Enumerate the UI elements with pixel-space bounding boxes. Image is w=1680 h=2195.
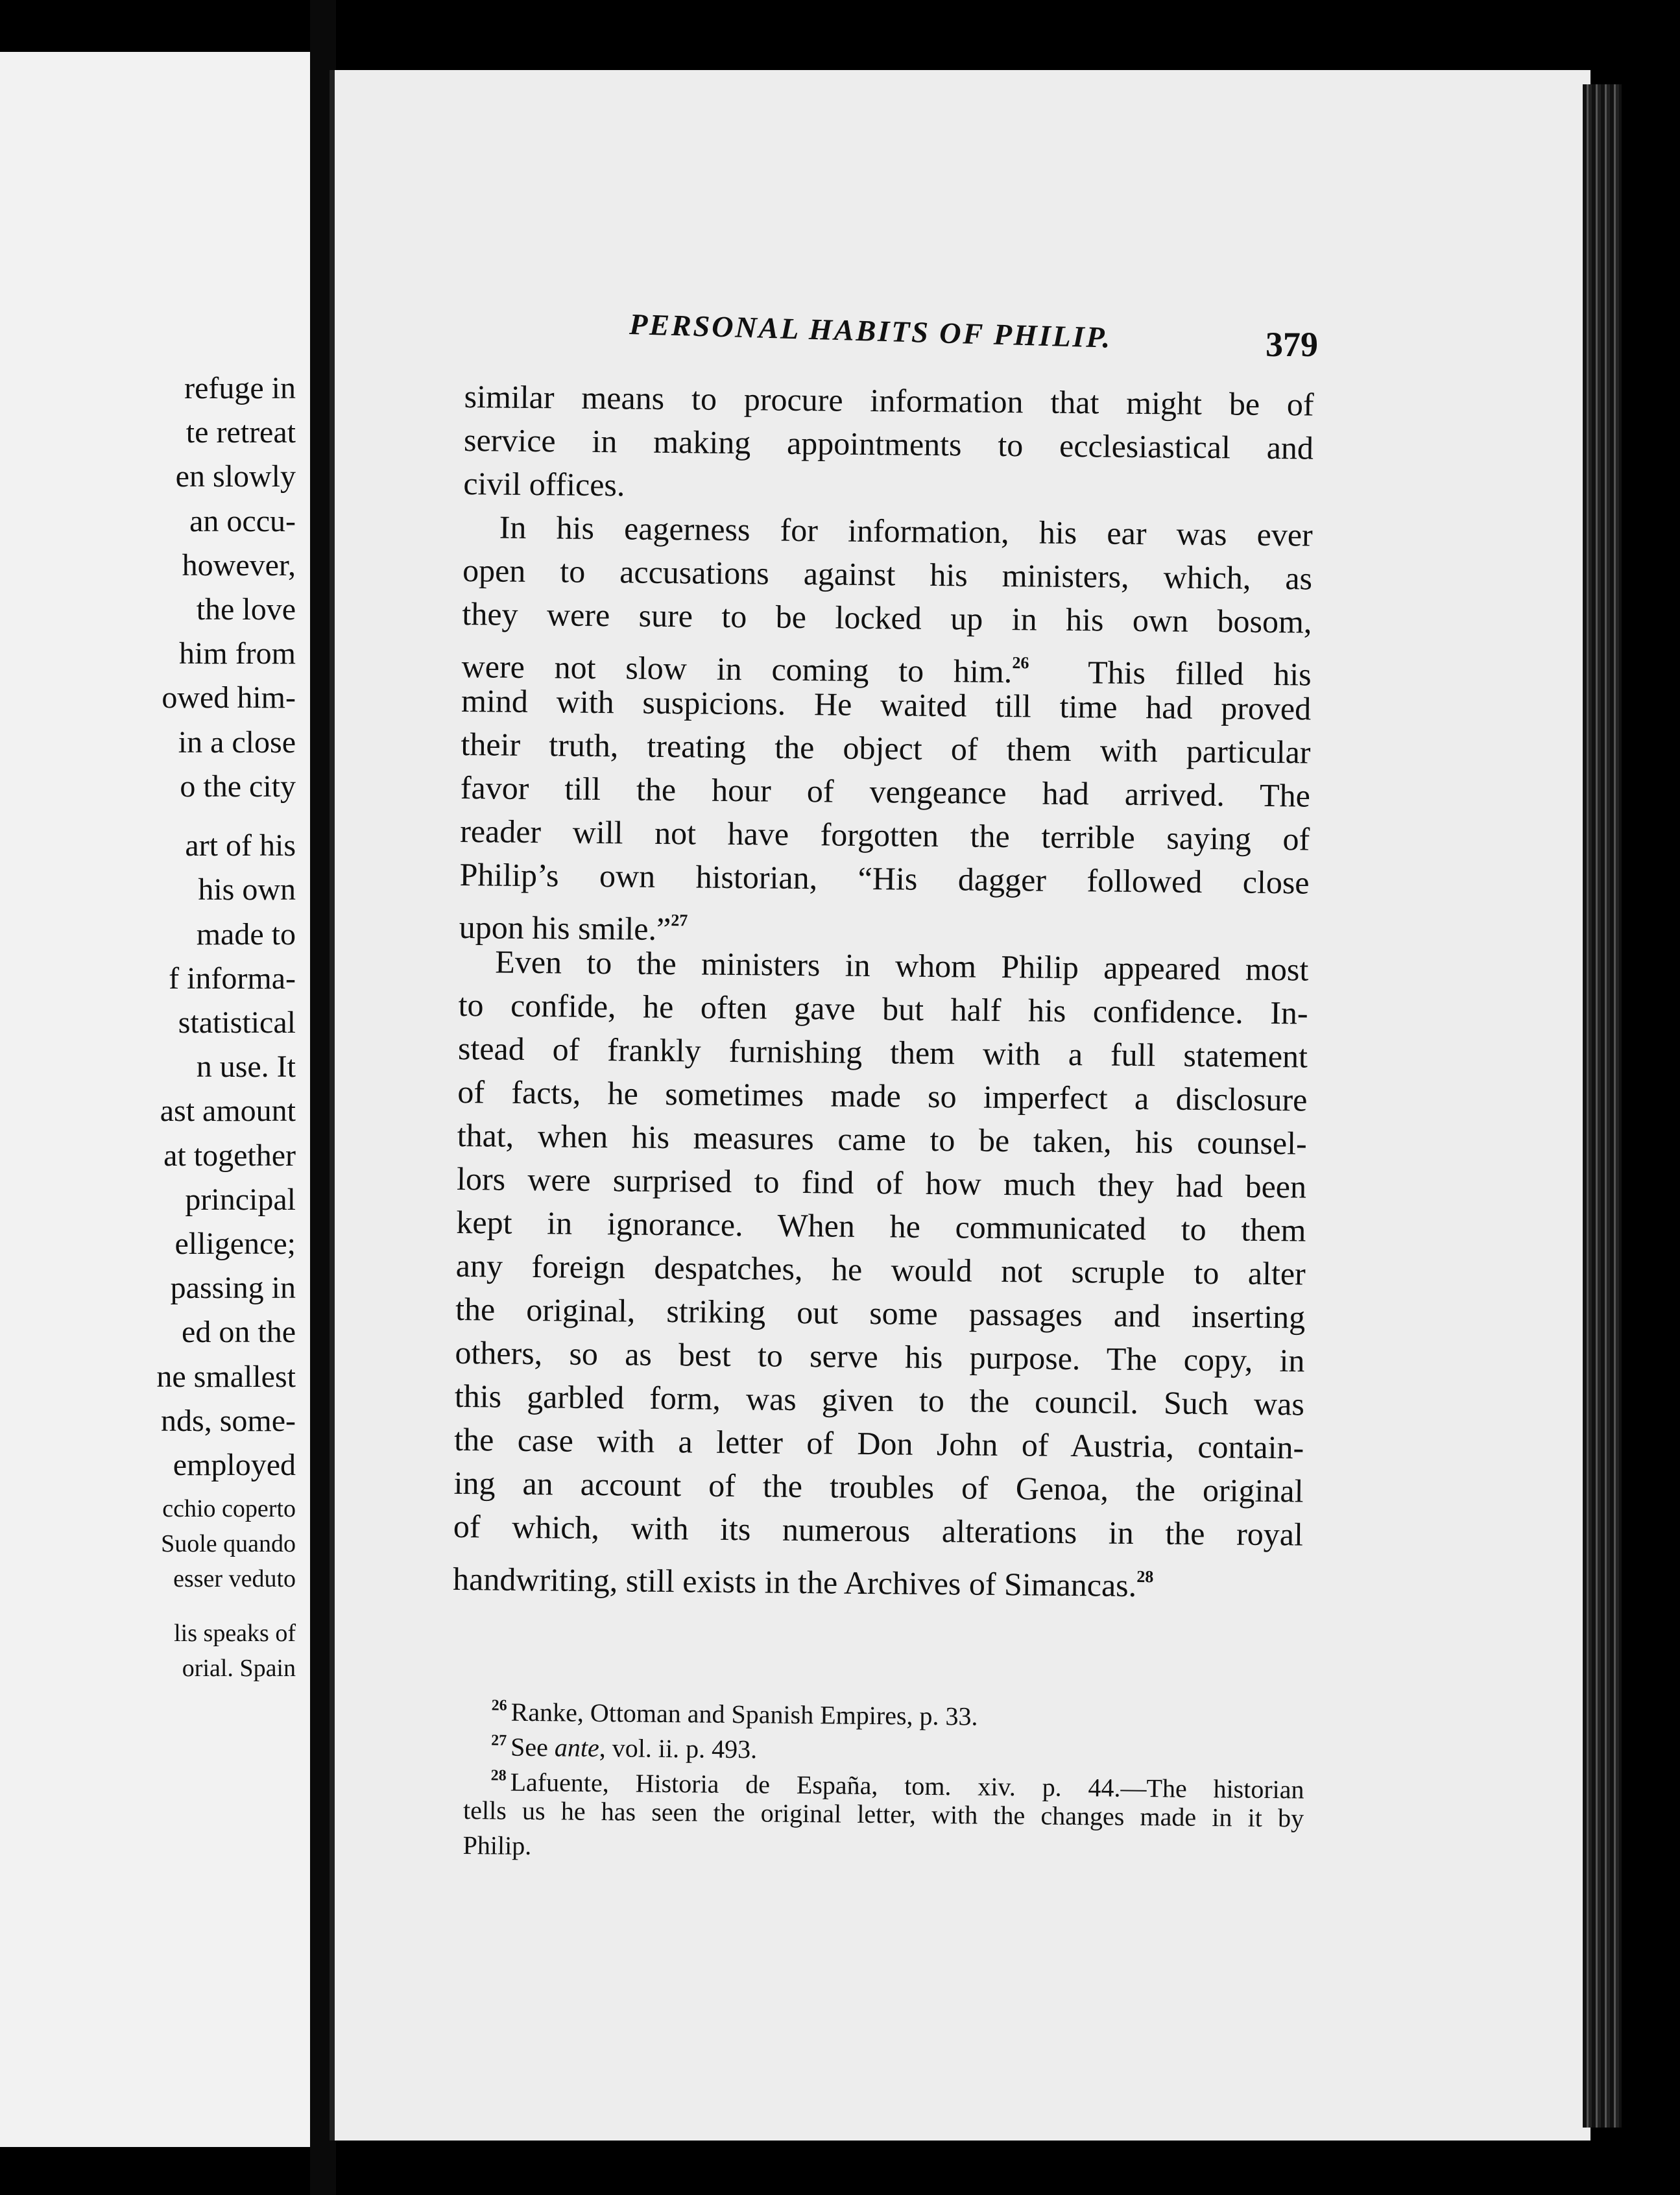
body-line (461, 679, 1312, 731)
facing-page-line: passing in (170, 1271, 296, 1306)
body-line-text: similar means to procure information that might be of (464, 378, 1314, 423)
body-line-text: civil offices. (463, 464, 625, 503)
body-line-text: mind with suspicions. He waited till time had proved (461, 682, 1312, 727)
facing-page-line: ed on the (182, 1315, 296, 1350)
facing-page-line: employed (173, 1448, 296, 1482)
body-line-text: of which, with its numerous alterations in the royal (453, 1507, 1304, 1553)
facing-page-line: an occu- (189, 503, 296, 538)
facing-page-fragment (0, 52, 317, 2147)
footnote-reference: 28 (1136, 1567, 1154, 1587)
body-text (452, 375, 1314, 1604)
facing-page-note-line: esser veduto (173, 1565, 296, 1592)
body-line (464, 375, 1314, 427)
body-line-text: handwriting, still exists in the Archives of Simancas. (452, 1560, 1137, 1604)
footnote-text: tells us he has seen the original letter, with the changes made in it by (462, 1795, 1304, 1833)
facing-page-line: nds, some- (161, 1403, 296, 1438)
facing-page-line: ne smallest (156, 1359, 296, 1394)
body-line (457, 1070, 1308, 1122)
footnote-text: Ranke, Ottoman and Spanish Empires, p. 33. (510, 1697, 978, 1731)
body-line-text: stead of frankly furnishing them with a full statement (457, 1029, 1308, 1075)
body-line-text: to confide, he often gave but half his confidence. In- (458, 986, 1308, 1031)
page-edges (1583, 84, 1622, 2128)
body-line (453, 1505, 1304, 1557)
body-line (461, 766, 1311, 818)
body-line-text: This filled his (1029, 653, 1312, 693)
body-line (456, 1201, 1306, 1253)
body-line-text: kept in ignorance. When he communicated to them (456, 1203, 1306, 1249)
body-line (455, 1244, 1306, 1296)
body-line-text: Philip’s own historian, “His dagger followed close (459, 856, 1310, 901)
footnote-reference: 27 (671, 911, 688, 930)
body-line-text: this garbled form, was given to the council. Such was (454, 1377, 1305, 1422)
body-line (455, 1288, 1306, 1339)
body-line-text: the case with a letter of Don John of Austria, contain- (453, 1421, 1304, 1466)
body-line (460, 810, 1310, 861)
body-line-text: of facts, he sometimes made so imperfect a disclosure (457, 1073, 1308, 1118)
running-head: PERSONAL HABITS OF PHILIP. (629, 307, 1112, 354)
facing-page-note-line: orial. Spain (182, 1655, 296, 1682)
facing-page-note-line: cchio coperto (162, 1495, 296, 1522)
body-line (464, 418, 1314, 470)
facing-page-line: statistical (178, 1005, 296, 1040)
body-line-text: In his eagerness for information, his ear was ever (499, 509, 1313, 553)
body-line (458, 983, 1308, 1035)
facing-page-line: made to (196, 917, 296, 952)
facing-page-line: refuge in (184, 371, 296, 405)
facing-page-line: o the city (180, 769, 296, 804)
body-line (461, 723, 1311, 774)
facing-page-note-line: lis speaks of (174, 1620, 296, 1647)
footnote-mark: 28 (490, 1767, 507, 1784)
body-line-text: favor till the hour of vengeance had arrived. The (460, 769, 1311, 814)
footnote-text: Philip. (462, 1830, 532, 1861)
footnote-text: Lafuente, Historia de España, tom. xiv. p. 44.—The historian (510, 1767, 1304, 1805)
facing-page-line: owed him- (162, 680, 296, 715)
facing-page-line: n use. It (196, 1050, 296, 1085)
body-line (455, 1331, 1305, 1383)
body-line (462, 549, 1313, 601)
body-line-text: service in making appointments to ecclesiastical and (463, 421, 1314, 466)
facing-page-line: him from (179, 636, 296, 671)
footnotes (462, 1688, 1305, 1871)
facing-page-line: ast amount (160, 1094, 296, 1129)
facing-page-line: his own (198, 872, 296, 907)
body-line (459, 940, 1309, 992)
body-line (458, 1027, 1308, 1079)
footnote-mark: 26 (491, 1697, 507, 1714)
body-line-text: others, so as best to serve his purpose. The copy, in (455, 1334, 1305, 1379)
facing-page-line: principal (185, 1182, 296, 1217)
page-number: 379 (1266, 325, 1318, 364)
body-line (462, 592, 1312, 644)
facing-page-line: the love (196, 592, 296, 627)
facing-page-line: however, (182, 547, 296, 582)
body-line-text: any foreign despatches, he would not scruple to alter (455, 1247, 1306, 1292)
body-line (463, 462, 1314, 514)
facing-page-note-line: Suole quando (161, 1530, 296, 1557)
body-line-text: Even to the ministers in whom Philip appeared most (495, 943, 1309, 988)
body-line (453, 1461, 1304, 1513)
facing-page-line: at together (163, 1138, 296, 1173)
body-line-text: lors were surprised to find of how much they had been (456, 1160, 1307, 1205)
body-line (459, 853, 1310, 905)
body-line (457, 1114, 1307, 1166)
body-line (454, 1418, 1304, 1470)
body-line (457, 1157, 1307, 1209)
body-line-text: ing an account of the troubles of Genoa, the original (453, 1464, 1304, 1509)
body-line-text: that, when his measures came to be taken, his counsel- (457, 1116, 1307, 1162)
body-line (459, 896, 1310, 948)
facing-page-line: en slowly (175, 459, 296, 494)
facing-page-line: art of his (185, 828, 296, 863)
facing-page-line: elligence; (174, 1227, 296, 1261)
body-line-text: their truth, treating the object of them with particular (461, 725, 1311, 771)
body-line (452, 1548, 1303, 1604)
body-line-text: the original, striking out some passages and inserting (455, 1290, 1306, 1336)
body-line-text: reader will not have forgotten the terrible saying of (459, 812, 1310, 858)
body-line (461, 636, 1312, 693)
body-line-text: they were sure to be locked up in his own bosom, (462, 595, 1312, 640)
facing-page-line: te retreat (186, 415, 296, 450)
facing-page-line: in a close (178, 725, 296, 760)
book-page (330, 70, 1590, 2141)
body-line-text: upon his smile.” (459, 908, 671, 948)
facing-page-line: f informa- (169, 961, 296, 996)
body-line (455, 1374, 1305, 1426)
footnote-text: See ante, vol. ii. p. 493. (510, 1732, 758, 1764)
footnote-mark: 27 (491, 1732, 507, 1749)
body-line-text: open to accusations against his ministers, which, as (462, 551, 1313, 597)
footnote-reference: 26 (1012, 653, 1029, 673)
body-line (462, 505, 1313, 557)
body-line-text: were not slow in coming to him. (461, 647, 1013, 690)
